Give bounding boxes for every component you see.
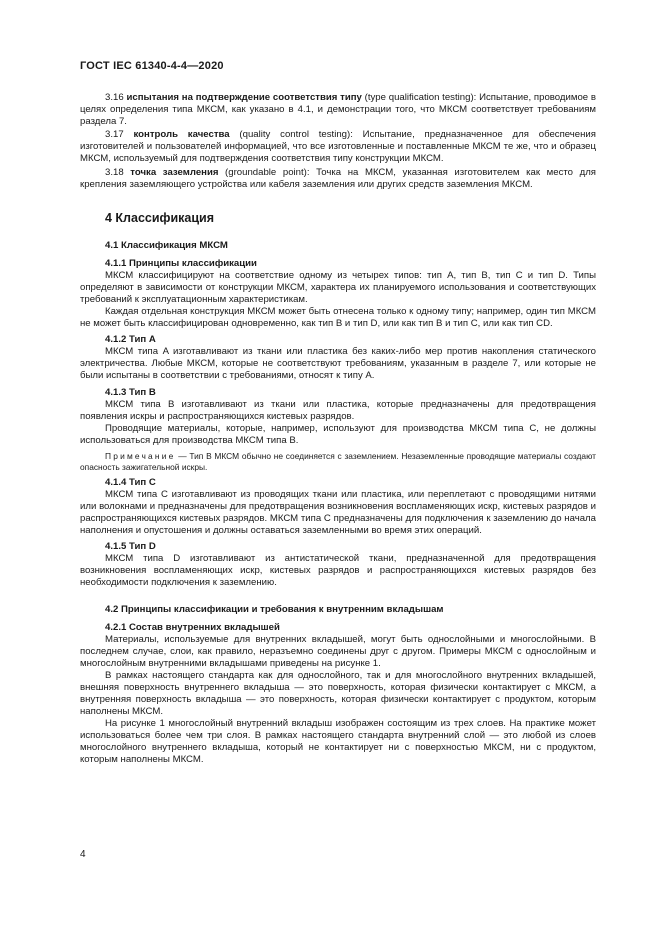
term-name: точка заземления <box>130 166 219 178</box>
paragraph: МКСМ типа C изготавливают из проводящих ткани или пластика, или переплетают с проводящими нитями или волокнами и предназначены для предотвращения возникновения воспламеняющих искр, кистевых разрядов и распространяющихся кистевых разрядов. МКСМ типа C предназначены для подключения к заземлению до начала наполнения и опустошения и должны оставаться заземленными во время этих операций. <box>80 488 596 537</box>
section-4-title: 4 Классификация <box>105 210 215 225</box>
section-4-1-5-title: 4.1.5 Тип D <box>105 541 156 553</box>
note <box>80 451 596 473</box>
term-definition: (groundable point): Точка на МКСМ, указанная изготовителем как место для крепления заземляющего устройства или кабеля заземления или других средств заземления МКСМ. <box>80 166 596 190</box>
term-number: 3.18 <box>105 166 124 178</box>
paragraph: МКСМ типа B изготавливают из ткани или пластика, которые предназначены для предотвращения появления искры и распространяющихся кистевых разрядов. <box>80 398 596 422</box>
term-3-18 <box>80 167 596 191</box>
section-4-2-1-title: 4.2.1 Состав внутренних вкладышей <box>105 621 280 633</box>
paragraph: МКСМ типа A изготавливают из ткани или пластика без каких-либо мер против накопления статического электричества. Любые МКСМ, которые не соответствуют требованиям, указанным в разделе 7, или которые не были испытаны в соответствии с требованиями, относят к типу A. <box>80 346 596 382</box>
section-4-1-3-title: 4.1.3 Тип B <box>105 386 156 398</box>
term-3-17 <box>80 129 596 165</box>
paragraph: В рамках настоящего стандарта как для однослойного, так и для многослойного внутренних вкладышей, внешняя поверхность внутреннего вкладыша — это поверхность, которая физически контактирует с МКСМ, а внутренняя поверхность вкладыша — это поверхность, которая физически контактирует с продуктом, которым наполнены МКСМ. <box>80 669 596 718</box>
term-definition: (type qualification testing): Испытание, проводимое в целях определения типа МКСМ, как указано в 4.1, и демонстрации того, что МКСМ соответствует требованиям раздела 7. <box>80 92 596 128</box>
term-name: контроль качества <box>133 129 230 141</box>
term-definition: (quality control testing): Испытание, предназначенное для обеспечения изготовителей и пользователей информацией, что все изготовленные и поставленные МКСМ те же, что и образец МКСМ, используемый для подтверждения соответствия типу конструкции МКСМ. <box>80 129 596 165</box>
note-label: Примечание <box>105 450 176 461</box>
section-4-1-2-title: 4.1.2 Тип A <box>105 334 156 346</box>
page-content <box>80 92 596 767</box>
paragraph: МКСМ классифицируют на соответствие одному из четырех типов: тип A, тип B, тип C и тип D. Типы определяют в зависимости от конструкции МКСМ, характера их планируемого использования и соответствующих требований к эксплуатационным характеристикам. <box>80 269 596 305</box>
section-4-1-4-title: 4.1.4 Тип C <box>105 476 156 488</box>
paragraph: Проводящие материалы, которые, например, используют для производства МКСМ типа C, не должны использоваться для производства МКСМ типа B. <box>80 422 596 446</box>
term-3-16 <box>80 92 596 128</box>
paragraph: Каждая отдельная конструкция МКСМ может быть отнесена только к одному типу; например, один тип МКСМ не может быть классифицирован одновременно, как тип B и тип D, или как тип B и тип C, или как тип CD. <box>80 306 596 330</box>
section-4-2-title: 4.2 Принципы классификации и требования к внутренним вкладышам <box>105 603 444 615</box>
note-text: — Тип B МКСМ обычно не соединяется с заземлением. Незаземленные проводящие материалы создают опасность зажигательной искры. <box>80 450 596 472</box>
page-number: 4 <box>80 849 86 860</box>
document-header: ГОСТ IEC 61340-4-4—2020 <box>80 60 224 72</box>
paragraph: На рисунке 1 многослойный внутренний вкладыш изображен состоящим из трех слоев. На практике может использоваться более чем три слоя. В рамках настоящего стандарта внутренний слой — это любой из слоев многослойного внутреннего вкладыша, который не контактирует ни с поверхностью МКСМ, ни с продуктом, которым наполнены МКСМ. <box>80 718 596 766</box>
paragraph: Материалы, используемые для внутренних вкладышей, могут быть однослойными и многослойными. В последнем случае, слои, как правило, неразъемно соединены друг с другом. Примеры МКСМ с однослойным и многослойным внутренними вкладышами приведены на рисунке 1. <box>80 633 596 669</box>
term-name: испытания на подтверждение соответствия типу <box>126 92 362 103</box>
section-4-1-title: 4.1 Классификация МКСМ <box>105 239 228 251</box>
term-number: 3.17 <box>105 129 124 141</box>
paragraph: МКСМ типа D изготавливают из антистатической ткани, предназначенной для предотвращения возникновения воспламеняющих искр, кистевых разрядов и распространяющихся кистевых разрядов без необходимости подключения к заземлению. <box>80 553 596 589</box>
term-number: 3.16 <box>105 92 124 103</box>
section-4-1-1-title: 4.1.1 Принципы классификации <box>105 257 257 269</box>
